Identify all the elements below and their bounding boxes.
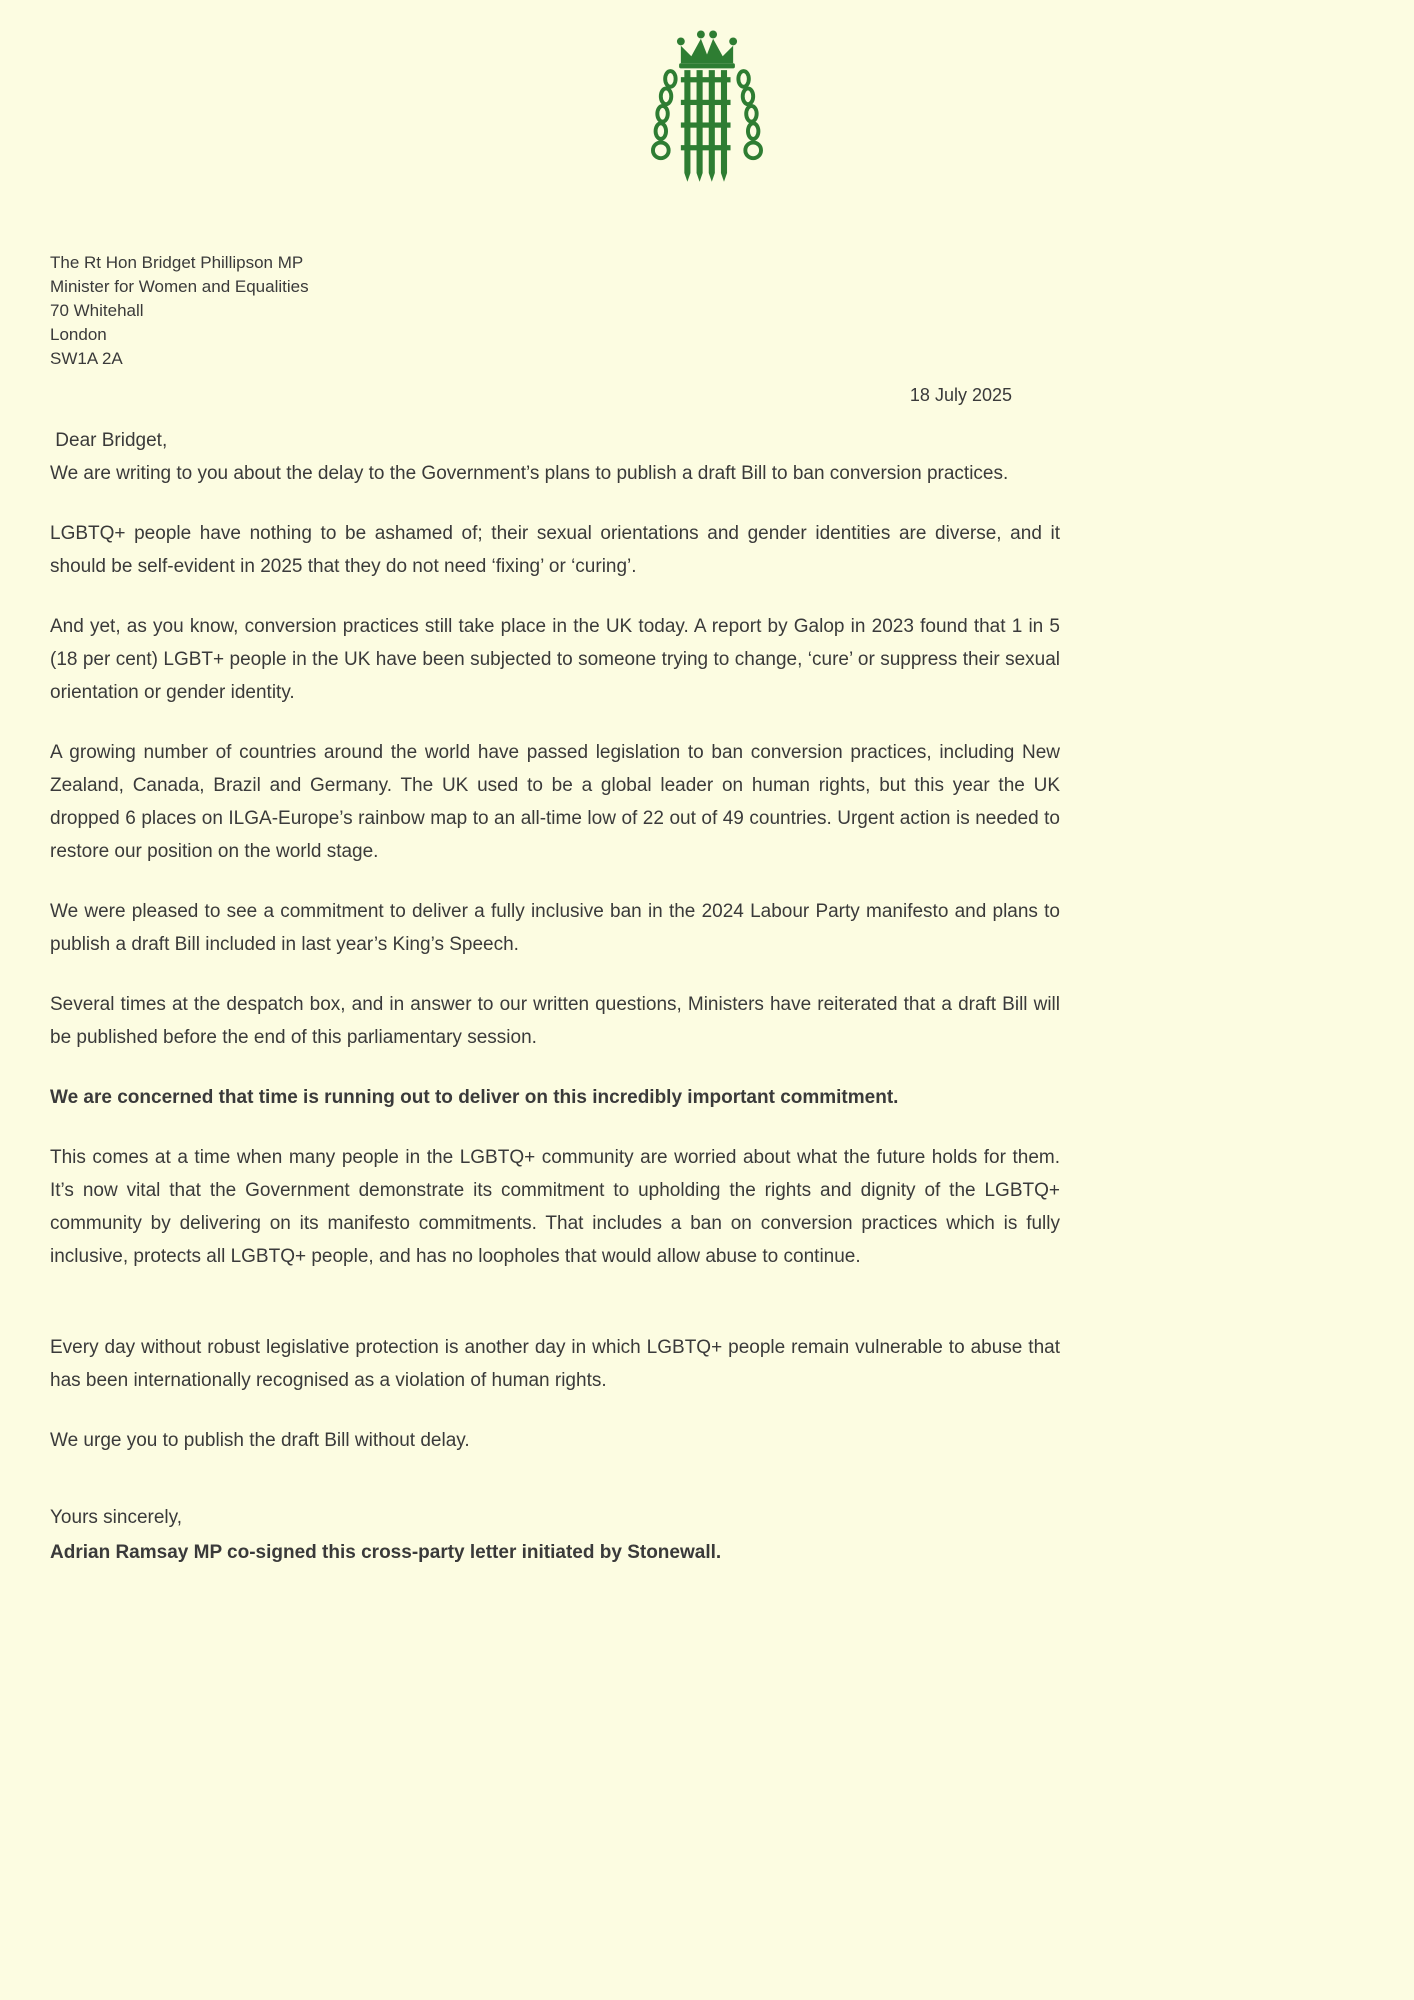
recipient-postcode: SW1A 2A — [50, 349, 123, 368]
salutation: Dear Bridget, — [50, 430, 168, 451]
body-paragraph: We were pleased to see a commitment to deliver a fully inclusive ban in the 2024 Labour Party manifesto and plans to publish a draft Bill included in last year’s King’s Speech. — [50, 901, 1060, 955]
parliament-logo — [0, 0, 1414, 201]
opening-paragraph: We are writing to you about the delay to the Government’s plans to publish a draft Bill to ban conversion practices. — [50, 463, 1009, 484]
letter-date: 18 July 2025 — [909, 385, 1012, 405]
recipient-city: London — [50, 325, 107, 344]
recipient-name: The Rt Hon Bridget Phillipson MP — [50, 253, 304, 272]
signature-line: Adrian Ramsay MP co-signed this cross-party letter initiated by Stonewall. — [50, 1542, 722, 1563]
body-paragraph: And yet, as you know, conversion practices still take place in the UK today. A report by Galop in 2023 found that 1 in 5 (18 per cent) LGBT+ people in the UK have been subjected to someone trying to change, ‘cure’ or suppress their sexual orientation or gender identity. — [50, 616, 1060, 703]
body-paragraph: Every day without robust legislative protection is another day in which LGBTQ+ people remain vulnerable to abuse that has been internationally recognised as a violation of human rights. — [50, 1337, 1060, 1391]
recipient-title: Minister for Women and Equalities — [50, 277, 309, 296]
closing-line: Yours sincerely, — [50, 1507, 183, 1528]
body-paragraph: Several times at the despatch box, and in answer to our written questions, Ministers have reiterated that a draft Bill will be published before the end of this parliamentary session. — [50, 994, 1060, 1048]
portcullis-icon — [646, 28, 768, 196]
recipient-street: 70 Whitehall — [50, 301, 144, 320]
body-paragraph: LGBTQ+ people have nothing to be ashamed of; their sexual orientations and gender identities are diverse, and it should be self-evident in 2025 that they do not need ‘fixing’ or ‘curing’. — [50, 523, 1060, 577]
emphasis-paragraph: We are concerned that time is running out to deliver on this incredibly important commitment. — [50, 1087, 899, 1108]
body-paragraph: This comes at a time when many people in the LGBTQ+ community are worried about what the future holds for them. It’s now vital that the Government demonstrate its commitment to upholding the rights and dignity of the LGBTQ+ community by delivering on its manifesto commitments. That includes a ban on conversion practices which is fully inclusive, protects all LGBTQ+ people, and has no loopholes that would allow abuse to continue. — [50, 1147, 1060, 1267]
body-paragraph: We urge you to publish the draft Bill without delay. — [50, 1430, 470, 1451]
body-paragraph: A growing number of countries around the world have passed legislation to ban conversion practices, including New Zealand, Canada, Brazil and Germany. The UK used to be a global leader on human rights, but this year the UK dropped 6 places on ILGA-Europe’s rainbow map to an all-time low of 22 out of 49 countries. Urgent action is needed to restore our position on the world stage. — [50, 742, 1060, 862]
letter-body — [50, 251, 1060, 1569]
recipient-address — [50, 251, 1060, 371]
